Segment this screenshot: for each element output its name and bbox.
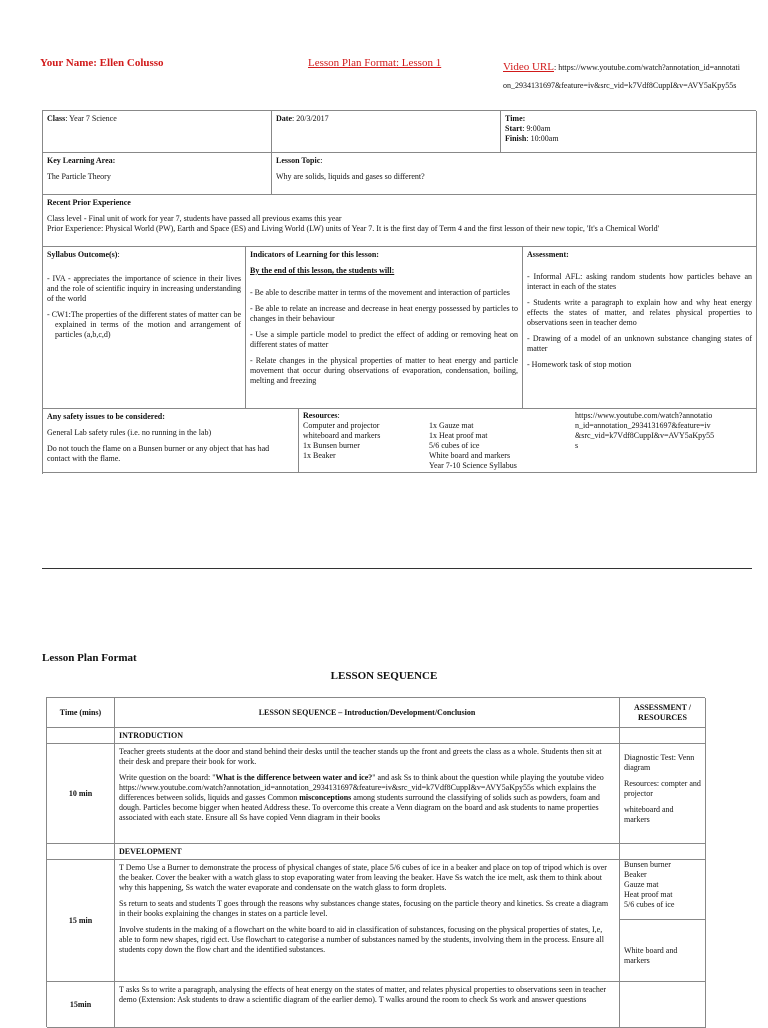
prior-label: Recent Prior Experience xyxy=(47,198,131,207)
dev-assessment-1 xyxy=(620,860,706,920)
topic-label-colon: : xyxy=(320,156,323,165)
col-header-time: Time (mins) xyxy=(47,698,115,728)
resources-colon: : xyxy=(337,411,340,420)
resource-item: Year 7-10 Science Syllabus xyxy=(429,461,517,470)
intro-paragraph-1: Teacher greets students at the door and stand behind their desks until the teacher stands up the front and greets the class as a whole. Students then sit at their desk and prepare their book for work. xyxy=(119,747,602,766)
kla-cell xyxy=(43,153,272,195)
safety-cell xyxy=(43,409,299,473)
section-development: DEVELOPMENT xyxy=(115,844,620,860)
resource-item: 1x Beaker xyxy=(303,451,336,460)
intro-assess-blank xyxy=(620,728,706,744)
time-cell: Time: Start: 9:00am Finish: 10:00am xyxy=(501,111,757,153)
col-header-assessment: ASSESSMENT / RESOURCES xyxy=(620,698,706,728)
intro-assess-1: Diagnostic Test: Venn diagram xyxy=(624,753,695,772)
start-value: : 9:00am xyxy=(522,124,551,133)
start-label: Start xyxy=(505,124,523,133)
resource-item: 1x Heat proof mat xyxy=(429,431,488,440)
prior-line-1: Class level - Final unit of work for year 7, students have passed all previous exams this year xyxy=(47,214,342,223)
author-name: Your Name: Ellen Colusso xyxy=(40,57,164,69)
lesson-sequence-title: LESSON SEQUENCE xyxy=(330,670,438,682)
topic-value: Why are solids, liquids and gases so different? xyxy=(276,172,425,181)
dev-assess-3-blank xyxy=(620,982,706,1028)
class-label: Class xyxy=(47,114,66,123)
class-cell xyxy=(43,111,272,153)
video-url-block xyxy=(503,57,743,93)
class-value: : Year 7 Science xyxy=(65,114,117,123)
dev-paragraph-3: Involve students in the making of a flowchart on the white board to aid in classification of substances, focusing on the physical properties of states, I,e, able to form new shapes, rigid ect. Use flowchart to categorise a number of substances named by the students, involving them in the process. Ensure all students copy down the flow chart and the identified substances. xyxy=(119,925,604,954)
dev-paragraph-2: Ss return to seats and students T goes through the reasons why substances change states, focusing on the particle theory and kinetics. Ss create a diagram in their books explaining the changes in states on a particle level. xyxy=(119,899,609,918)
syllabus-label: Syllabus Outcome(s) xyxy=(47,250,118,259)
lesson-plan-table xyxy=(42,110,756,474)
resource-item: White board and markers xyxy=(429,451,511,460)
finish-label: Finish xyxy=(505,134,527,143)
safety-label: Any safety issues to be considered: xyxy=(47,412,165,421)
development-content xyxy=(115,860,620,982)
resource-item: 1x Gauze mat xyxy=(429,421,474,430)
resources-col-2 xyxy=(429,421,569,471)
kla-value: The Particle Theory xyxy=(47,172,111,181)
assessment-1: - Informal AFL: asking random students how particles behave an interact in each of the states xyxy=(527,272,752,291)
kla-label: Key Learning Area: xyxy=(47,156,116,165)
date-label: Date xyxy=(276,114,292,123)
safety-2: Do not touch the flame on a Bunsen burner or any object that has had contact with the flame. xyxy=(47,444,270,463)
indicators-label: Indicators of Learning for this lesson: xyxy=(250,250,379,259)
dev-assess-2-text: White board and markers xyxy=(624,946,678,965)
finish-value: : 10:00am xyxy=(526,134,559,143)
intro-assess-3: whiteboard and markers xyxy=(624,805,674,824)
assessment-2: - Students write a paragraph to explain how and why heat energy effects the states of matter, and relates physical properties to observations seen in teacher demo xyxy=(527,298,752,327)
time-label: Time xyxy=(505,114,523,123)
video-url-link[interactable]: : https://www.youtube.com/watch?annotation_id=annotation_2934131697&feature=iv&src_vid=k7Vdf8CuppI&v=AVY5aKpy55s xyxy=(503,63,740,90)
assessment-4: - Homework task of stop motion xyxy=(527,360,632,369)
dev-paragraph-4: T asks Ss to write a paragraph, analysing the effects of heat energy on the states of matter, and relates physical properties to observations seen in teacher demo (Extension: Ask students to draw a scientific diagram of the earlier demo). T walks around the room to check Ss work and answer questions xyxy=(119,985,607,1004)
indicator-2: - Be able to relate an increase and decrease in heat energy possessed by particles to changes in their behaviour xyxy=(250,304,518,323)
resources-url[interactable]: https://www.youtube.com/watch?annotation_id=annotation_2934131697&feature=iv&src_vid=k7Vdf8CuppI&v=AVY5aKpy55s xyxy=(575,411,715,450)
resource-item: 5/6 cubes of ice xyxy=(429,441,480,450)
syllabus-outcome-1: - IVA - appreciates the importance of science in their lives and the role of scientific inquiry in increasing understanding of the world xyxy=(47,274,241,303)
indicators-cell xyxy=(246,247,523,409)
assessment-label: Assessment: xyxy=(527,250,569,259)
dev-paragraph-4-cell xyxy=(115,982,620,1028)
page-divider xyxy=(42,568,752,569)
topic-cell xyxy=(272,153,757,195)
date-cell xyxy=(272,111,501,153)
intro-assessment xyxy=(620,744,706,844)
indicator-3: - Use a simple particle model to predict the effect of adding or removing heat on different states of matter xyxy=(250,330,518,349)
indicator-1: - Be able to describe matter in terms of the movement and interaction of particles xyxy=(250,288,510,297)
dev-resource: Gauze mat xyxy=(624,880,659,889)
intro-paragraph-2: Write question on the board: "What is the difference between water and ice?" and ask Ss to think about the question while playing the youtube video https://www.youtube.com/watch?annotation_id=annotation_2934131697&feature=iv&src_vid=k7Vdf8CuppI&v=AVY5aKpy55s which explains the differences between solids, liquids and gasses Common misconceptions among students surround the classifying of solids such as powders, foam and dough. Particles become bigger when heated Address these. To overcome this create a Venn diagram on the board and ask students to name properties associated with each state. Ensure all Ss have copied Venn diagram in their books xyxy=(119,773,604,822)
dev-time-blank xyxy=(47,844,115,860)
prior-experience-cell xyxy=(43,195,757,247)
dev-time-1: 15 min xyxy=(47,860,115,982)
dev-resource: Bunsen burner xyxy=(624,860,671,869)
lesson-plan-format-label: Lesson Plan Format xyxy=(42,652,137,664)
dev-resource: 5/6 cubes of ice xyxy=(624,900,675,909)
resource-item: Computer and projector xyxy=(303,421,380,430)
assessment-3: - Drawing of a model of an unknown substance changing states of matter xyxy=(527,334,752,353)
resource-item: whiteboard and markers xyxy=(303,431,381,440)
indicator-4: - Relate changes in the physical properties of matter to heat energy and particle movement that occur during observations of evaporation, condensation, boiling, melting and freezing xyxy=(250,356,518,385)
date-value: : 20/3/2017 xyxy=(292,114,329,123)
section-introduction: INTRODUCTION xyxy=(115,728,620,744)
syllabus-cell xyxy=(43,247,246,409)
safety-1: General Lab safety rules (i.e. no running in the lab) xyxy=(47,428,212,437)
dev-paragraph-1: T Demo Use a Burner to demonstrate the process of physical changes of state, place 5/6 cubes of ice in a beaker and place on top of tripod which is over the beaker. Cover the beaker with a watch glass to stop evaporating water from leaving the beaker. Have Ss watch the ice melt, ask them to think about why this happening, Ss watch the water evaporate and condensate on the watch glass to form droplets. xyxy=(119,863,607,892)
intro-assess-2: Resources: compter and projector xyxy=(624,779,701,798)
intro-content xyxy=(115,744,620,844)
syllabus-outcome-2: - CW1:The properties of the different states of matter can be explained in terms of the motion and arrangement of particles (a,b,c,d) xyxy=(47,310,241,339)
dev-time-2: 15min xyxy=(47,982,115,1028)
video-url-label: Video URL xyxy=(503,61,554,73)
dev-assessment-2 xyxy=(620,920,706,982)
lesson-sequence-table xyxy=(46,697,705,1027)
resources-col-1 xyxy=(303,411,423,461)
dev-assess-blank xyxy=(620,844,706,860)
dev-resource: Beaker xyxy=(624,870,647,879)
prior-line-2: Prior Experience: Physical World (PW), Earth and Space (ES) and Living World (LW) units of Year 7. It is the first day of Term 4 and the first lesson of their new topic, 'It's a Chemical World' xyxy=(47,224,660,233)
resources-label: Resources xyxy=(303,411,338,420)
intro-time-blank xyxy=(47,728,115,744)
intro-time: 10 min xyxy=(47,744,115,844)
dev-resource: Heat proof mat xyxy=(624,890,673,899)
syllabus-colon: : xyxy=(117,250,120,259)
assessment-cell xyxy=(523,247,757,409)
resource-item: 1x Bunsen burner xyxy=(303,441,360,450)
indicators-subheading: By the end of this lesson, the students will: xyxy=(250,266,395,275)
resources-cell xyxy=(299,409,757,473)
lesson-plan-title: Lesson Plan Format: Lesson 1 xyxy=(308,57,442,69)
topic-label: Lesson Topic xyxy=(276,156,321,165)
col-header-sequence: LESSON SEQUENCE – Introduction/Development/Conclusion xyxy=(115,698,620,728)
